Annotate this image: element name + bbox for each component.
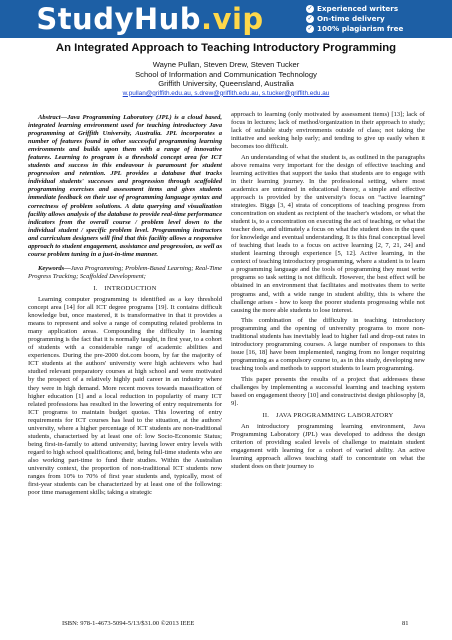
check-icon: ✓ bbox=[307, 15, 313, 22]
paragraph: An introductory programming learning environment, Java Programming Laboratory (JPL) was developed to address the design criterion of providing scaled levels of challenge to maintain student engagement with learning for a cohort of varied ability. An active learning approach allows teaching staff to concentrate on what the student does on their journey to bbox=[231, 423, 425, 471]
footer-isbn: ISBN: 978-1-4673-5094-5/13/$31.00 ©2013 IEEE bbox=[62, 620, 195, 627]
brand-main: StudyHub bbox=[36, 2, 202, 36]
keywords-text: Java Programming; Problem-Based Learning; Real-Time Progress Tracking; Scaffolded Development; bbox=[28, 264, 222, 280]
paper-title: An Integrated Approach to Teaching Introductory Programming bbox=[55, 42, 397, 54]
check-icon: ✓ bbox=[307, 5, 313, 12]
section-heading-introduction: I. INTRODUCTION bbox=[93, 284, 157, 292]
right-column bbox=[231, 111, 425, 474]
abstract-label: Abstract bbox=[38, 114, 61, 121]
author-emails[interactable]: w.pullan@griffith.edu.au, s.drew@griffith.edu.au, s.tucker@griffith.edu.au bbox=[122, 89, 330, 97]
author-names: Wayne Pullan, Steven Drew, Steven Tucker bbox=[152, 60, 300, 69]
abstract-text: Java Programming Laboratory (JPL) is a cloud based, integrated learning environment used for teaching introductory Java programming at Griffith University, Australia. JPL incorporates a number of features found in other successful programming learning environments and builds upon them with a range of innovative features. Learning to program is a threshold concept area for ICT students and success in this endeavour is paramount for student progression and retention. JPL provides a database that tracks individual students' successes and progression through scaffolded programming exercises and assessment items and gives students immediate feedback on their use of programming language syntax and correctness of problem solutions. A data querying and visualization facility allows analysis of the database to provide real-time performance indicators from the overall course / problem level down to the individual student / specific problem level. Programming instructors and curriculum designers will find that this facility allows a responsive approach to student engagement, assistance and progression, as well as course problem tuning in a just-in-time manner. bbox=[28, 114, 222, 258]
author-block bbox=[0, 60, 452, 98]
keywords: Keywords—Java Programming; Problem-Based Learning; Real-Time Progress Tracking; Scaffolded Development; bbox=[28, 264, 222, 280]
author-university: Griffith University, Queensland, Australia bbox=[158, 79, 294, 89]
feature-item bbox=[306, 15, 448, 23]
page-number: 81 bbox=[402, 620, 409, 627]
feature-item bbox=[306, 25, 448, 33]
left-column bbox=[28, 114, 222, 500]
feature-item bbox=[306, 5, 448, 13]
keywords-label: Keywords bbox=[38, 264, 65, 272]
feature-label: 100% plagiarism free bbox=[317, 24, 404, 33]
paragraph: This combination of the difficulty in teaching introductory programming and the opening of university programs to more non-traditional students has inevitably lead to higher fail and drop-out rates in introductory programming courses. A large number of responses to this issue [16, 18] have been implemented, ranging from no longer requiring programming as a compulsory course to, as in this study, developing new teaching tools and methods to support students to learn programming. bbox=[231, 317, 425, 373]
paragraph: An understanding of what the student is, as outlined in the paragraphs above remains very important for the design of effective teaching and learning activities that support the tasks that students are to engage with in their learning journey. In the professional setting, where most academics are untrained in educational theory, a simple and effective approach is provided by the university's focus on “active learning” strategies. Biggs [3, 4] strata of conceptions of teaching progress from concentration on student as recipient of the teacher's wisdom, or what the student is, to a concentration on executing the act of teaching, or what the teacher does, and ultimately a focus on what the student does in the quest for knowledge and eventual understanding. It is this final conceptual level of teaching that leads to a focus on active learning [2, 7, 21, 24] and student learning through experience [5, 12]. Active learning, in the context of teaching introductory programming, where a student is to learn a programming language and the tools of programming they must write programs so task setting is not difficult. However, the best effect will be obtained in an environment that facilitates and motivates them to write programs and, with a wide range in student ability, this is where the challenge arises - how to keep the poorer students progressing while not causing the more able students to lose interest. bbox=[231, 153, 425, 314]
feature-list bbox=[306, 5, 448, 33]
paragraph: Learning computer programming is identified as a key threshold concept area [14] for all ICT degree programs [19]. It contains difficult knowledge but, once mastered, it is transformative in that it provides a means to represent and solve a range of computing related problems in many application areas. Compounding the difficulty in learning programming is the fact that it is normally taught, in first year, to a cohort of students with a considerable range of academic abilities and experiences. During the pre-2000 dot.com boom, by far the majority of ICT students at the authors' university were high achievers who had studied relevant preparatory courses at high school and were motivated by the prospect of a relatively highly paid career in an industry where they were in high demand. More recent moves towards massification of higher education [1] and a local reduction in popularity of many ICT related professions has resulted in the lowering of entry requirements for ICT programs to maintain budget quotas. This lowering of entry requirements for ICT courses has lead to the situation, at the authors' university, where a higher percentage of ICT students are non-traditional students, characterised by at least one of: low Socio-Economic Status; being first-in-family to attend university; having lower entry levels with regard to high school qualifications; and, being full-time students who are also working part-time to fund their studies. Within the Australian university context, the proportion of non-traditional ICT students now ranges from 10% to 70% of first year students and, typically, most of first-year students can be characterized by at least one of the following: poor time management skills; taking a strategic bbox=[28, 295, 222, 497]
check-icon: ✓ bbox=[307, 25, 313, 32]
author-school: School of Information and Communication Technology bbox=[135, 69, 317, 79]
feature-label: On-time delivery bbox=[317, 14, 385, 23]
feature-label: Experienced writers bbox=[317, 4, 399, 13]
studyhub-logo[interactable] bbox=[0, 0, 300, 38]
brand-tld: .vip bbox=[201, 2, 264, 36]
studyhub-banner[interactable] bbox=[0, 0, 452, 38]
abstract: Abstract—Java Programming Laboratory (JPL) is a cloud based, integrated learning environment used for teaching introductory Java programming at Griffith University, Australia. JPL incorporates a number of features found in other successful programming learning environments and builds upon them with a range of innovative features. Learning to program is a threshold concept area for ICT students and success in this endeavour is paramount for student progression and retention. JPL provides a database that tracks individual students' successes and progression through scaffolded programming exercises and assessment items and gives students immediate feedback on their use of programming language syntax and correctness of problem solutions. A data querying and visualization facility allows analysis of the database to provide real-time performance indicators from the overall course / problem level down to the individual student / specific problem level. Programming instructors and curriculum designers will find that this facility allows a responsive approach to student engagement, assistance and progression, as well as course problem tuning in a just-in-time manner. bbox=[28, 114, 222, 258]
paragraph: This paper presents the results of a project that addresses these challenges by implementing a successful learning and teaching system based on engagement theory [10] and constructivist design philosophy [8, 9]. bbox=[231, 376, 425, 408]
section-heading-jpl: II. JAVA PROGRAMMING LABORATORY bbox=[262, 412, 394, 420]
paragraph: approach to learning (only motivated by assessment items) [13]; lack of focus in lectures; lack of method/organization in their approach to study; lack of suitable study environments outside of class; not taking the initiative and seeking help early; and tending to give up easily when it becomes too difficult. bbox=[231, 111, 425, 151]
